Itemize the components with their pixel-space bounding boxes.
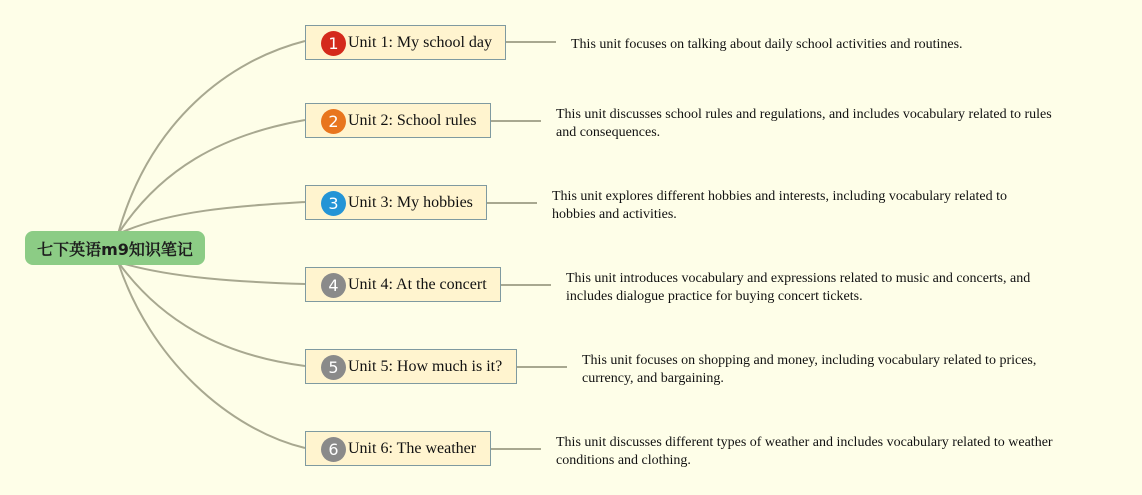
number-badge-1-icon: 1 xyxy=(321,31,346,56)
number-badge-4-icon: 4 xyxy=(321,273,346,298)
unit-label-5: Unit 5: How much is it? xyxy=(348,357,503,375)
branch-link-2 xyxy=(118,120,305,234)
unit-topic-1[interactable] xyxy=(305,25,506,60)
number-badge-5-icon: 5 xyxy=(321,355,346,380)
unit-label-3: Unit 3: My hobbies xyxy=(348,193,473,211)
branch-link-5 xyxy=(118,262,305,366)
number-badge-6-icon: 6 xyxy=(321,437,346,462)
branch-link-3 xyxy=(118,202,305,234)
unit-desc-3: This unit explores different hobbies and interests, including vocabulary related to hobbies and activities. xyxy=(552,189,1008,222)
unit-desc-4: This unit introduces vocabulary and expressions related to music and concerts, and includes dialogue practice for buying concert tickets. xyxy=(566,271,1031,304)
unit-label-6: Unit 6: The weather xyxy=(348,439,477,457)
branch-link-4 xyxy=(118,262,305,284)
unit-desc-6: This unit discusses different types of weather and includes vocabulary related to weather conditions and clothing. xyxy=(556,435,1053,468)
unit-topic-6[interactable] xyxy=(305,431,491,466)
unit-topic-5[interactable] xyxy=(305,349,517,384)
unit-topic-3[interactable] xyxy=(305,185,487,220)
branch-link-1 xyxy=(118,41,305,234)
unit-label-2: Unit 2: School rules xyxy=(348,111,477,129)
number-badge-2-icon: 2 xyxy=(321,109,346,134)
branch-link-6 xyxy=(118,262,305,448)
unit-label-1: Unit 1: My school day xyxy=(348,33,492,51)
unit-desc-2: This unit discusses school rules and regulations, and includes vocabulary related to rules and consequences. xyxy=(556,107,1052,140)
unit-desc-5: This unit focuses on shopping and money, including vocabulary related to prices, currency, and bargaining. xyxy=(582,353,1037,386)
unit-topic-2[interactable] xyxy=(305,103,491,138)
unit-label-4: Unit 4: At the concert xyxy=(348,275,487,293)
number-badge-3-icon: 3 xyxy=(321,191,346,216)
root-topic[interactable]: 七下英语m9知识笔记 xyxy=(25,231,205,265)
unit-desc-1: This unit focuses on talking about daily school activities and routines. xyxy=(571,37,963,52)
unit-topic-4[interactable] xyxy=(305,267,501,302)
